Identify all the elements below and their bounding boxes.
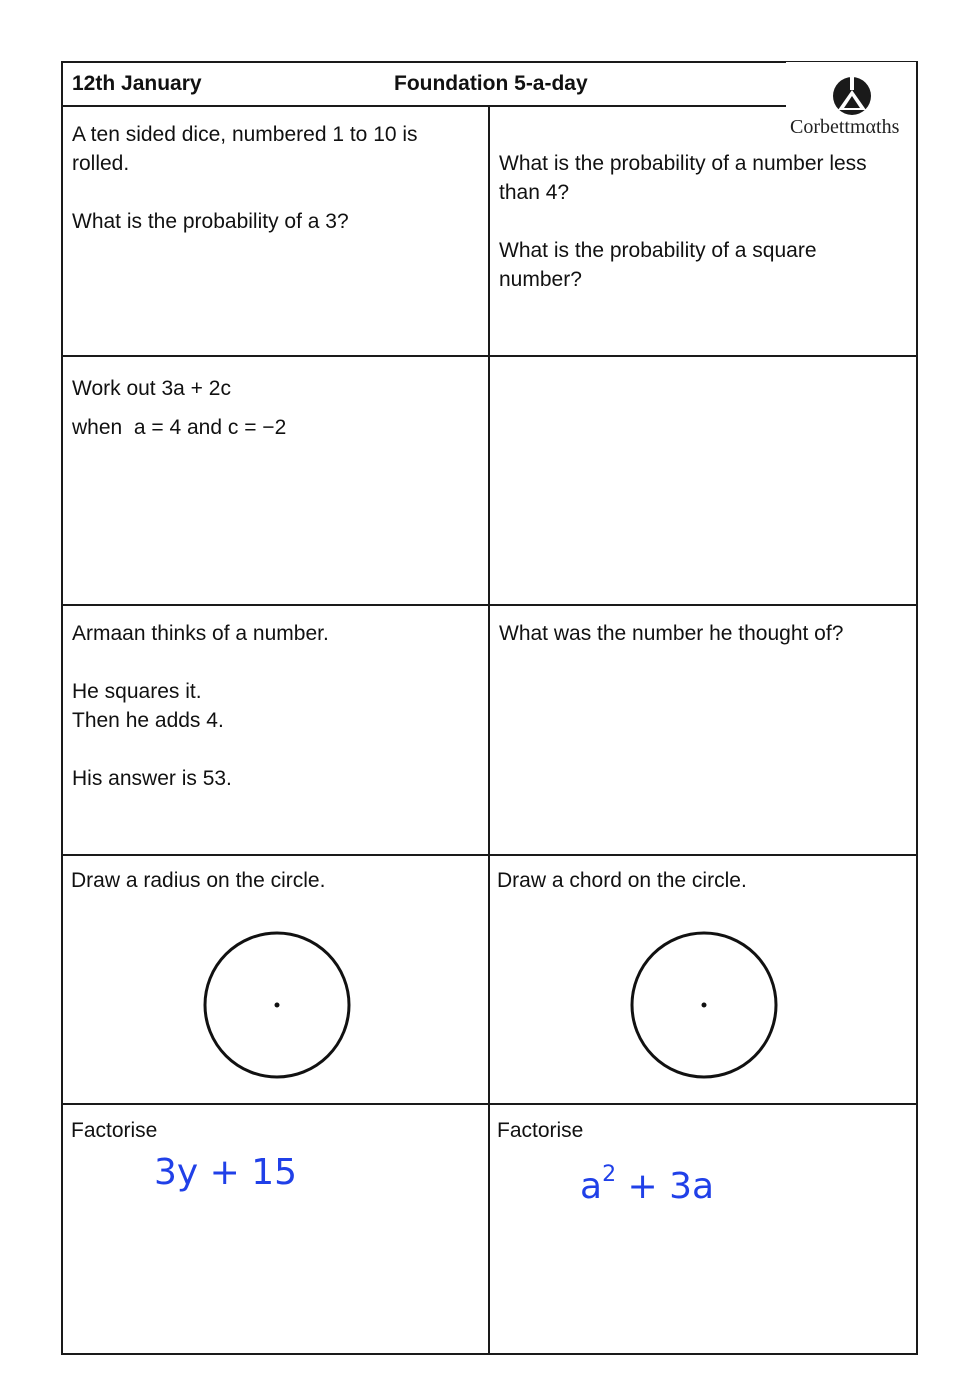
radius-circle[interactable] bbox=[202, 930, 352, 1080]
q5-right-rest: + 3a bbox=[616, 1166, 715, 1207]
q3-right-cell bbox=[499, 619, 904, 648]
border-left bbox=[61, 61, 63, 1355]
q5-left-cell bbox=[71, 1116, 471, 1145]
q5-right-exponent: 2 bbox=[602, 1162, 617, 1187]
q2-cell bbox=[72, 369, 472, 447]
chord-circle-centre bbox=[702, 1003, 707, 1008]
logo-wordmark: Corbettmαths bbox=[790, 116, 900, 138]
q3-intro: Armaan thinks of a number. bbox=[72, 622, 329, 645]
q2-substitution: when a = 4 and c = −2 bbox=[72, 416, 287, 439]
q3-answer: His answer is 53. bbox=[72, 767, 232, 790]
radius-circle-centre bbox=[275, 1003, 280, 1008]
q1-square-number-question: What is the probability of a square number? bbox=[499, 239, 817, 291]
q1-dice-description: A ten sided dice, numbered 1 to 10 is rolled. bbox=[72, 123, 418, 175]
q5-right-base: a bbox=[580, 1166, 603, 1207]
q5-right-instruction: Factorise bbox=[497, 1119, 584, 1142]
corbettmaths-logo-icon bbox=[828, 76, 876, 116]
q1-right-cell bbox=[499, 149, 904, 294]
q5-right-expression bbox=[580, 1162, 715, 1207]
border-right bbox=[916, 61, 918, 1355]
q5-left-expression: 3y + 15 bbox=[154, 1152, 298, 1193]
q4-chord-instruction: Draw a chord on the circle. bbox=[497, 869, 747, 892]
worksheet-date: 12th January bbox=[72, 72, 202, 95]
q3-left-cell bbox=[72, 619, 472, 793]
q5-right-cell bbox=[497, 1116, 902, 1145]
q4-radius-instruction: Draw a radius on the circle. bbox=[71, 869, 326, 892]
q1-left-cell bbox=[72, 120, 472, 236]
column-divider bbox=[488, 105, 490, 1355]
worksheet-title: Foundation 5-a-day bbox=[394, 72, 588, 95]
q2-expression: Work out 3a + 2c bbox=[72, 377, 231, 400]
q3-step-square: He squares it. bbox=[72, 680, 202, 703]
chord-circle[interactable] bbox=[629, 930, 779, 1080]
q3-step-add: Then he adds 4. bbox=[72, 709, 224, 732]
q4-left-cell bbox=[71, 866, 471, 895]
q5-left-instruction: Factorise bbox=[71, 1119, 158, 1142]
q1-less-than-4-question: What is the probability of a number less than 4? bbox=[499, 152, 867, 204]
q3-question: What was the number he thought of? bbox=[499, 622, 844, 645]
q4-right-cell bbox=[497, 866, 902, 895]
q1-probability-question: What is the probability of a 3? bbox=[72, 210, 349, 233]
